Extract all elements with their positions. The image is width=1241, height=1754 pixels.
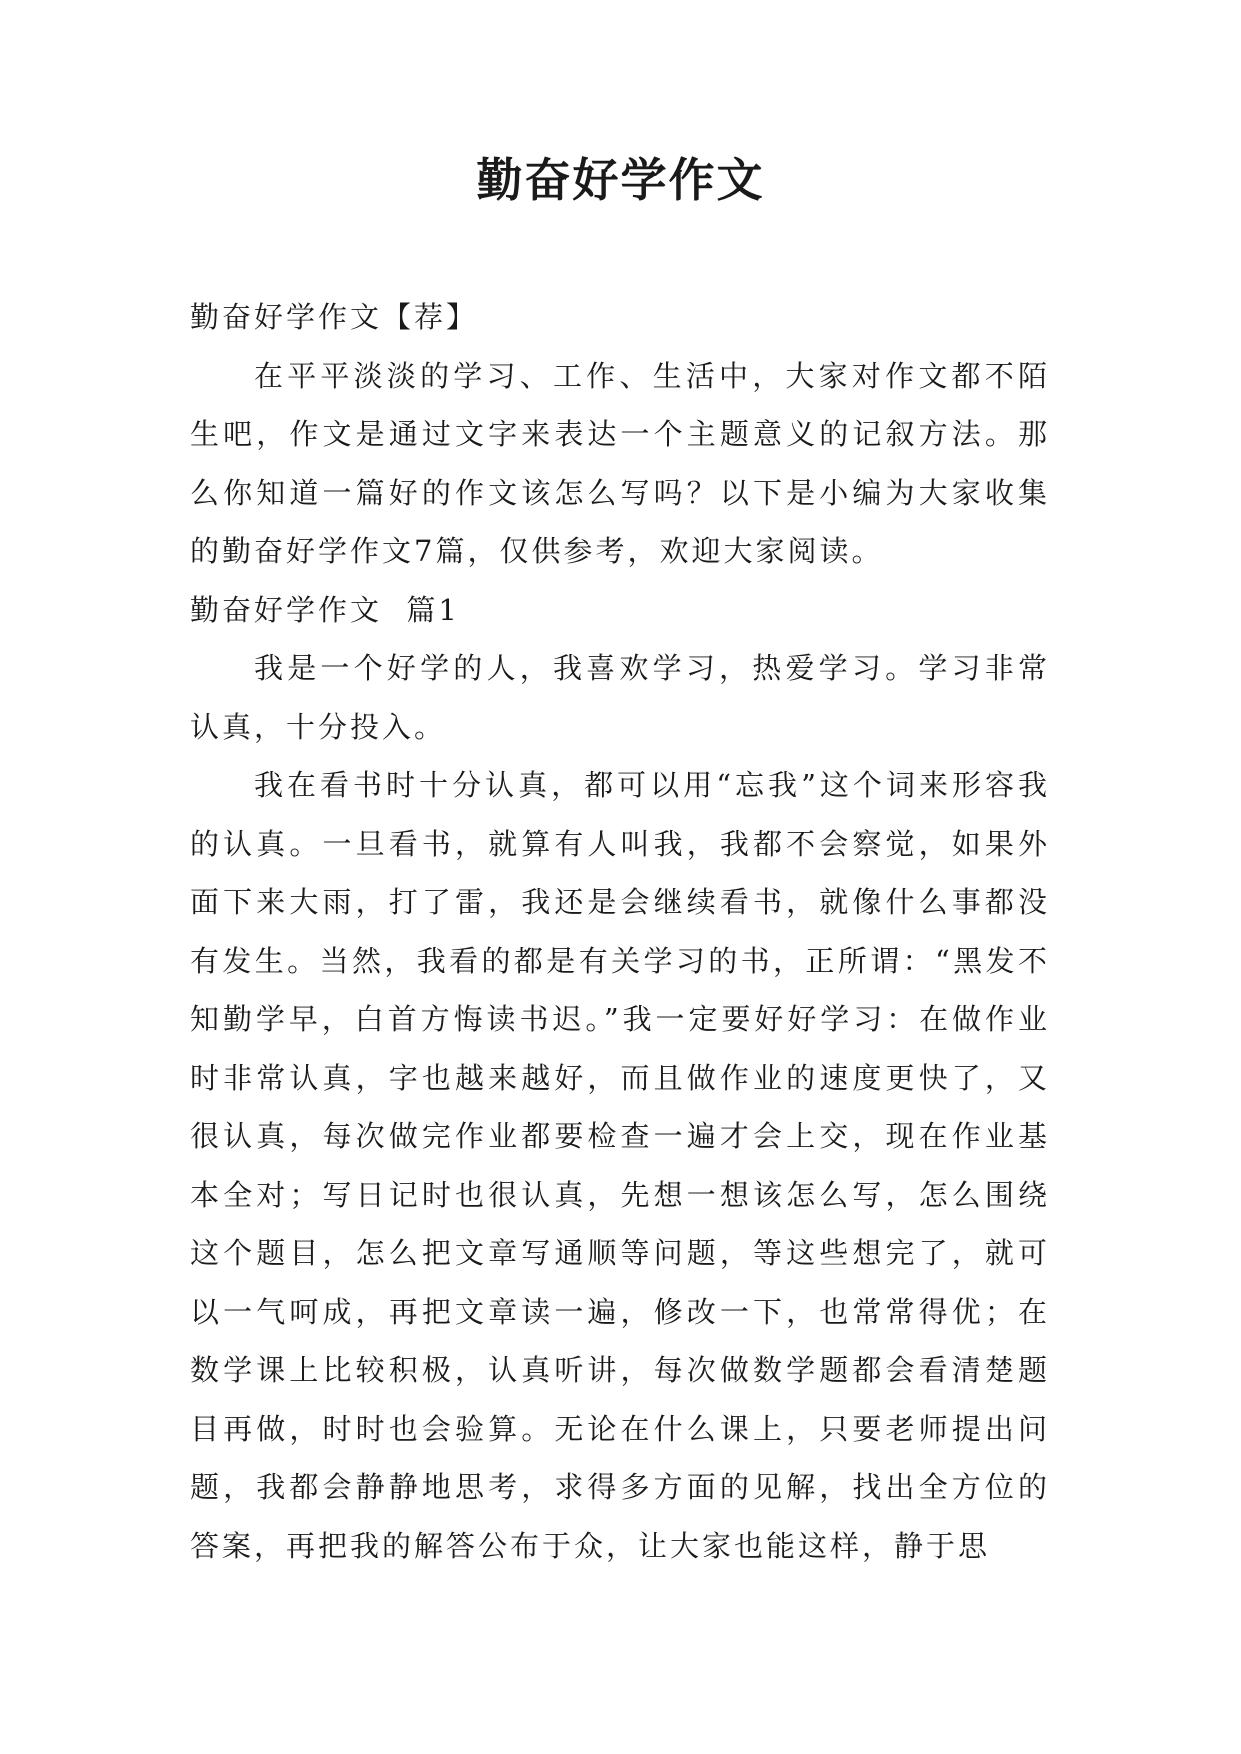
body-paragraph: 我在看书时十分认真，都可以用“忘我”这个词来形容我的认真。一旦看书，就算有人叫我，我都不会察觉，如果外面下来大雨，打了雷，我还是会继续看书，就像什么事都没有发生。当然，我看的都是有关学习的书，正所谓：“黑发不知勤学早，白首方悔读书迟。”我一定要好好学习：在做作业时非常认真，字也越来越好，而且做作业的速度更快了，又很认真，每次做完作业都要检查一遍才会上交，现在作业基本全对；写日记时也很认真，先想一想该怎么写，怎么围绕这个题目，怎么把文章写通顺等问题，等这些想完了，就可以一气呵成，再把文章读一遍，修改一下，也常常得优；在数学课上比较积极，认真听讲，每次做数学题都会看清楚题目再做，时时也会验算。无论在什么课上，只要老师提出问题，我都会静静地思考，求得多方面的见解，找出全方位的答案，再把我的解答公布于众，让大家也能这样，静于思: [190, 768, 1050, 1563]
document-body: [190, 288, 1050, 1575]
document-subtitle: 勤奋好学作文【荐】: [190, 300, 479, 334]
intro-paragraph: 在平平淡淡的学习、工作、生活中，大家对作文都不陌生吧，作文是通过文字来表达一个主题意义的记叙方法。那么你知道一篇好的作文该怎么写吗？以下是小编为大家收集的勤奋好学作文7篇，仅供参考，欢迎大家阅读。: [190, 358, 1050, 568]
document-title: 勤奋好学作文: [476, 153, 765, 207]
body-paragraph: 我是一个好学的人，我喜欢学习，热爱学习。学习非常认真，十分投入。: [190, 651, 1050, 744]
section-heading: 勤奋好学作文 篇1: [190, 592, 460, 627]
